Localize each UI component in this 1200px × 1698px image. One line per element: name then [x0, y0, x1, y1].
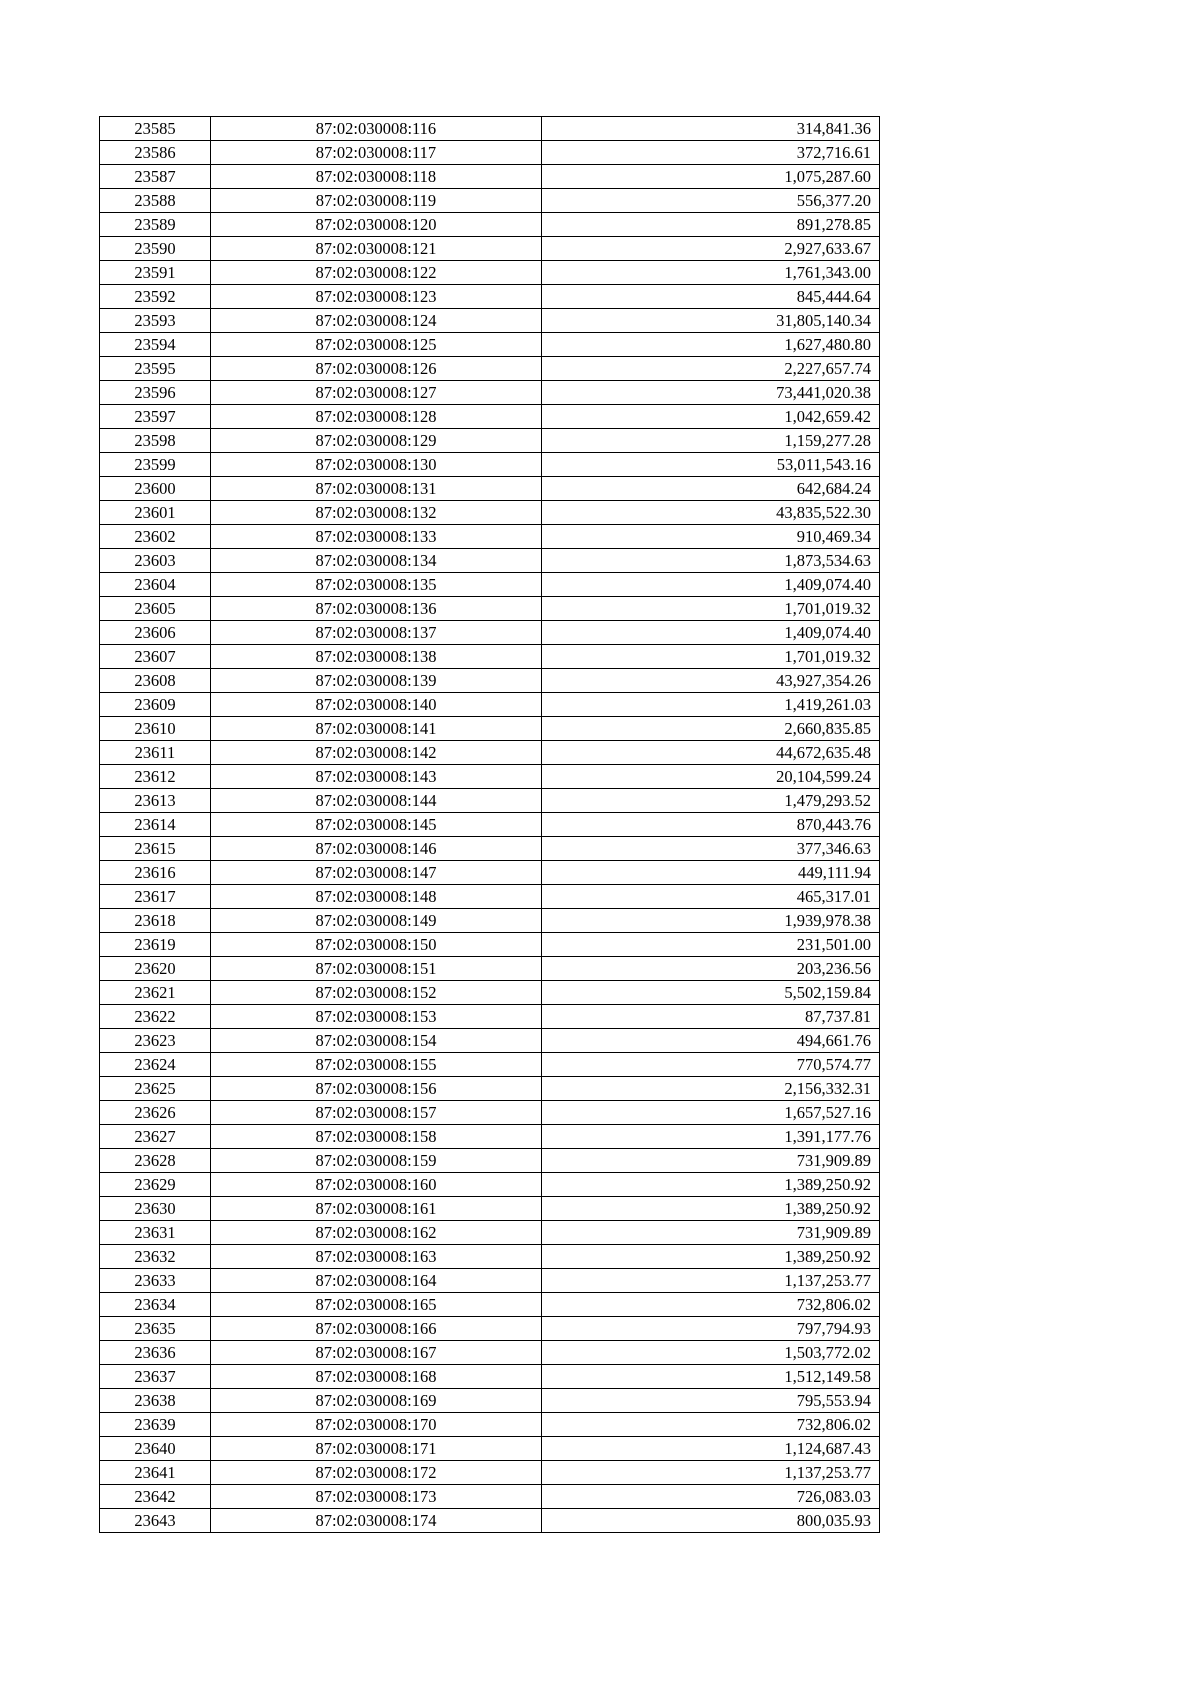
cadastral-value-cell: 2,660,835.85 [542, 717, 880, 741]
table-row [100, 1197, 880, 1221]
row-number-cell: 23643 [100, 1509, 211, 1533]
cadastral-value-cell: 2,227,657.74 [542, 357, 880, 381]
cadastral-value-cell: 5,502,159.84 [542, 981, 880, 1005]
table-row [100, 1005, 880, 1029]
row-number-cell: 23636 [100, 1341, 211, 1365]
row-number-cell: 23612 [100, 765, 211, 789]
table-row [100, 453, 880, 477]
row-number-cell: 23598 [100, 429, 211, 453]
table-row [100, 693, 880, 717]
row-number-cell: 23621 [100, 981, 211, 1005]
cadastral-number-cell: 87:02:030008:152 [211, 981, 542, 1005]
cadastral-number-cell: 87:02:030008:167 [211, 1341, 542, 1365]
cadastral-value-cell: 203,236.56 [542, 957, 880, 981]
table-row [100, 597, 880, 621]
row-number-cell: 23610 [100, 717, 211, 741]
cadastral-value-cell: 797,794.93 [542, 1317, 880, 1341]
table-row [100, 573, 880, 597]
table-row [100, 333, 880, 357]
row-number-cell: 23609 [100, 693, 211, 717]
row-number-cell: 23627 [100, 1125, 211, 1149]
cadastral-value-cell: 20,104,599.24 [542, 765, 880, 789]
table-row [100, 885, 880, 909]
cadastral-number-cell: 87:02:030008:138 [211, 645, 542, 669]
cadastral-number-cell: 87:02:030008:169 [211, 1389, 542, 1413]
cadastral-number-cell: 87:02:030008:124 [211, 309, 542, 333]
cadastral-value-cell: 1,389,250.92 [542, 1197, 880, 1221]
cadastral-value-cell: 642,684.24 [542, 477, 880, 501]
row-number-cell: 23589 [100, 213, 211, 237]
cadastral-number-cell: 87:02:030008:170 [211, 1413, 542, 1437]
table-row [100, 789, 880, 813]
row-number-cell: 23639 [100, 1413, 211, 1437]
row-number-cell: 23596 [100, 381, 211, 405]
table-row [100, 1125, 880, 1149]
table-row [100, 429, 880, 453]
cadastral-number-cell: 87:02:030008:160 [211, 1173, 542, 1197]
cadastral-value-cell: 1,042,659.42 [542, 405, 880, 429]
cadastral-number-cell: 87:02:030008:147 [211, 861, 542, 885]
table-row [100, 309, 880, 333]
cadastral-number-cell: 87:02:030008:162 [211, 1221, 542, 1245]
cadastral-number-cell: 87:02:030008:161 [211, 1197, 542, 1221]
table-row [100, 501, 880, 525]
table-row [100, 621, 880, 645]
row-number-cell: 23635 [100, 1317, 211, 1341]
table-row [100, 741, 880, 765]
cadastral-value-cell: 377,346.63 [542, 837, 880, 861]
row-number-cell: 23603 [100, 549, 211, 573]
table-row [100, 357, 880, 381]
row-number-cell: 23622 [100, 1005, 211, 1029]
cadastral-value-cell: 231,501.00 [542, 933, 880, 957]
table-row [100, 861, 880, 885]
row-number-cell: 23619 [100, 933, 211, 957]
row-number-cell: 23617 [100, 885, 211, 909]
table-row [100, 645, 880, 669]
table-row [100, 117, 880, 141]
row-number-cell: 23605 [100, 597, 211, 621]
cadastral-number-cell: 87:02:030008:131 [211, 477, 542, 501]
row-number-cell: 23625 [100, 1077, 211, 1101]
cadastral-number-cell: 87:02:030008:140 [211, 693, 542, 717]
row-number-cell: 23637 [100, 1365, 211, 1389]
row-number-cell: 23601 [100, 501, 211, 525]
cadastral-value-cell: 800,035.93 [542, 1509, 880, 1533]
cadastral-number-cell: 87:02:030008:135 [211, 573, 542, 597]
cadastral-value-cell: 870,443.76 [542, 813, 880, 837]
table-row [100, 933, 880, 957]
row-number-cell: 23623 [100, 1029, 211, 1053]
table-row [100, 1437, 880, 1461]
row-number-cell: 23620 [100, 957, 211, 981]
cadastral-number-cell: 87:02:030008:148 [211, 885, 542, 909]
cadastral-value-cell: 465,317.01 [542, 885, 880, 909]
table-row [100, 1077, 880, 1101]
cadastral-number-cell: 87:02:030008:158 [211, 1125, 542, 1149]
table-row [100, 261, 880, 285]
table-row [100, 837, 880, 861]
row-number-cell: 23607 [100, 645, 211, 669]
cadastral-value-cell: 2,927,633.67 [542, 237, 880, 261]
cadastral-number-cell: 87:02:030008:174 [211, 1509, 542, 1533]
cadastral-number-cell: 87:02:030008:153 [211, 1005, 542, 1029]
row-number-cell: 23592 [100, 285, 211, 309]
table-row [100, 213, 880, 237]
cadastral-value-cell: 726,083.03 [542, 1485, 880, 1509]
table-row [100, 1029, 880, 1053]
cadastral-number-cell: 87:02:030008:142 [211, 741, 542, 765]
table-row [100, 1053, 880, 1077]
row-number-cell: 23613 [100, 789, 211, 813]
row-number-cell: 23638 [100, 1389, 211, 1413]
cadastral-value-cell: 1,391,177.76 [542, 1125, 880, 1149]
cadastral-value-cell: 770,574.77 [542, 1053, 880, 1077]
table-row [100, 1485, 880, 1509]
cadastral-value-cell: 556,377.20 [542, 189, 880, 213]
cadastral-value-cell: 53,011,543.16 [542, 453, 880, 477]
table-row [100, 1365, 880, 1389]
cadastral-number-cell: 87:02:030008:146 [211, 837, 542, 861]
row-number-cell: 23641 [100, 1461, 211, 1485]
cadastral-number-cell: 87:02:030008:164 [211, 1269, 542, 1293]
cadastral-value-cell: 910,469.34 [542, 525, 880, 549]
table-row [100, 1245, 880, 1269]
table-row [100, 1317, 880, 1341]
cadastral-value-cell: 1,701,019.32 [542, 645, 880, 669]
cadastral-value-cell: 1,512,149.58 [542, 1365, 880, 1389]
cadastral-value-cell: 87,737.81 [542, 1005, 880, 1029]
row-number-cell: 23626 [100, 1101, 211, 1125]
cadastral-value-cell: 845,444.64 [542, 285, 880, 309]
cadastral-value-cell: 731,909.89 [542, 1149, 880, 1173]
row-number-cell: 23616 [100, 861, 211, 885]
table-row [100, 1173, 880, 1197]
table-row [100, 1461, 880, 1485]
cadastral-value-cell: 795,553.94 [542, 1389, 880, 1413]
cadastral-number-cell: 87:02:030008:137 [211, 621, 542, 645]
cadastral-number-cell: 87:02:030008:143 [211, 765, 542, 789]
cadastral-value-cell: 2,156,332.31 [542, 1077, 880, 1101]
cadastral-value-cell: 43,835,522.30 [542, 501, 880, 525]
cadastral-value-cell: 1,761,343.00 [542, 261, 880, 285]
cadastral-value-cell: 44,672,635.48 [542, 741, 880, 765]
cadastral-number-cell: 87:02:030008:166 [211, 1317, 542, 1341]
row-number-cell: 23642 [100, 1485, 211, 1509]
cadastral-value-cell: 449,111.94 [542, 861, 880, 885]
table-row [100, 1101, 880, 1125]
cadastral-number-cell: 87:02:030008:168 [211, 1365, 542, 1389]
cadastral-number-cell: 87:02:030008:139 [211, 669, 542, 693]
cadastral-number-cell: 87:02:030008:120 [211, 213, 542, 237]
cadastral-value-cell: 31,805,140.34 [542, 309, 880, 333]
cadastral-number-cell: 87:02:030008:122 [211, 261, 542, 285]
row-number-cell: 23593 [100, 309, 211, 333]
cadastral-number-cell: 87:02:030008:119 [211, 189, 542, 213]
table-row [100, 1341, 880, 1365]
cadastral-value-cell: 1,479,293.52 [542, 789, 880, 813]
row-number-cell: 23631 [100, 1221, 211, 1245]
cadastral-value-cell: 1,075,287.60 [542, 165, 880, 189]
cadastral-number-cell: 87:02:030008:156 [211, 1077, 542, 1101]
cadastral-value-table [99, 116, 880, 1533]
cadastral-number-cell: 87:02:030008:145 [211, 813, 542, 837]
row-number-cell: 23606 [100, 621, 211, 645]
cadastral-value-cell: 1,124,687.43 [542, 1437, 880, 1461]
row-number-cell: 23590 [100, 237, 211, 261]
cadastral-number-cell: 87:02:030008:128 [211, 405, 542, 429]
table-row [100, 1269, 880, 1293]
cadastral-number-cell: 87:02:030008:172 [211, 1461, 542, 1485]
row-number-cell: 23599 [100, 453, 211, 477]
cadastral-number-cell: 87:02:030008:121 [211, 237, 542, 261]
cadastral-value-cell: 314,841.36 [542, 117, 880, 141]
table-row [100, 285, 880, 309]
table-row [100, 1221, 880, 1245]
row-number-cell: 23588 [100, 189, 211, 213]
row-number-cell: 23587 [100, 165, 211, 189]
cadastral-number-cell: 87:02:030008:154 [211, 1029, 542, 1053]
table-row [100, 477, 880, 501]
row-number-cell: 23597 [100, 405, 211, 429]
row-number-cell: 23604 [100, 573, 211, 597]
cadastral-value-cell: 1,409,074.40 [542, 573, 880, 597]
row-number-cell: 23629 [100, 1173, 211, 1197]
table-row [100, 189, 880, 213]
cadastral-value-cell: 1,503,772.02 [542, 1341, 880, 1365]
cadastral-number-cell: 87:02:030008:144 [211, 789, 542, 813]
cadastral-value-cell: 1,137,253.77 [542, 1461, 880, 1485]
table-row [100, 549, 880, 573]
table-row [100, 1389, 880, 1413]
table-row [100, 669, 880, 693]
cadastral-value-cell: 1,389,250.92 [542, 1173, 880, 1197]
cadastral-number-cell: 87:02:030008:155 [211, 1053, 542, 1077]
cadastral-number-cell: 87:02:030008:126 [211, 357, 542, 381]
row-number-cell: 23633 [100, 1269, 211, 1293]
table-row [100, 381, 880, 405]
cadastral-value-cell: 1,657,527.16 [542, 1101, 880, 1125]
cadastral-number-cell: 87:02:030008:123 [211, 285, 542, 309]
cadastral-number-cell: 87:02:030008:132 [211, 501, 542, 525]
cadastral-number-cell: 87:02:030008:157 [211, 1101, 542, 1125]
cadastral-number-cell: 87:02:030008:141 [211, 717, 542, 741]
row-number-cell: 23615 [100, 837, 211, 861]
table-row [100, 237, 880, 261]
cadastral-number-cell: 87:02:030008:149 [211, 909, 542, 933]
cadastral-value-cell: 73,441,020.38 [542, 381, 880, 405]
cadastral-value-cell: 732,806.02 [542, 1293, 880, 1317]
cadastral-value-cell: 1,159,277.28 [542, 429, 880, 453]
cadastral-number-cell: 87:02:030008:130 [211, 453, 542, 477]
row-number-cell: 23628 [100, 1149, 211, 1173]
cadastral-number-cell: 87:02:030008:159 [211, 1149, 542, 1173]
row-number-cell: 23634 [100, 1293, 211, 1317]
cadastral-value-cell: 1,627,480.80 [542, 333, 880, 357]
cadastral-value-cell: 43,927,354.26 [542, 669, 880, 693]
table-row [100, 165, 880, 189]
cadastral-number-cell: 87:02:030008:127 [211, 381, 542, 405]
cadastral-value-cell: 1,419,261.03 [542, 693, 880, 717]
table-row [100, 717, 880, 741]
row-number-cell: 23640 [100, 1437, 211, 1461]
cadastral-number-cell: 87:02:030008:173 [211, 1485, 542, 1509]
table-row [100, 141, 880, 165]
table-row [100, 1149, 880, 1173]
table-row [100, 981, 880, 1005]
row-number-cell: 23618 [100, 909, 211, 933]
table-row [100, 909, 880, 933]
cadastral-number-cell: 87:02:030008:118 [211, 165, 542, 189]
cadastral-value-cell: 1,409,074.40 [542, 621, 880, 645]
cadastral-value-cell: 731,909.89 [542, 1221, 880, 1245]
cadastral-number-cell: 87:02:030008:171 [211, 1437, 542, 1461]
table-row [100, 1509, 880, 1533]
table-row [100, 525, 880, 549]
cadastral-value-cell: 891,278.85 [542, 213, 880, 237]
table-row [100, 1413, 880, 1437]
row-number-cell: 23585 [100, 117, 211, 141]
cadastral-number-cell: 87:02:030008:163 [211, 1245, 542, 1269]
table-row [100, 813, 880, 837]
cadastral-number-cell: 87:02:030008:125 [211, 333, 542, 357]
row-number-cell: 23602 [100, 525, 211, 549]
table-row [100, 1293, 880, 1317]
row-number-cell: 23632 [100, 1245, 211, 1269]
cadastral-number-cell: 87:02:030008:136 [211, 597, 542, 621]
cadastral-number-cell: 87:02:030008:133 [211, 525, 542, 549]
cadastral-number-cell: 87:02:030008:134 [211, 549, 542, 573]
row-number-cell: 23595 [100, 357, 211, 381]
row-number-cell: 23614 [100, 813, 211, 837]
table-row [100, 405, 880, 429]
cadastral-value-cell: 732,806.02 [542, 1413, 880, 1437]
cadastral-value-cell: 1,389,250.92 [542, 1245, 880, 1269]
row-number-cell: 23586 [100, 141, 211, 165]
cadastral-number-cell: 87:02:030008:116 [211, 117, 542, 141]
cadastral-value-cell: 1,137,253.77 [542, 1269, 880, 1293]
table-row [100, 765, 880, 789]
row-number-cell: 23624 [100, 1053, 211, 1077]
cadastral-number-cell: 87:02:030008:151 [211, 957, 542, 981]
row-number-cell: 23591 [100, 261, 211, 285]
cadastral-number-cell: 87:02:030008:150 [211, 933, 542, 957]
row-number-cell: 23611 [100, 741, 211, 765]
cadastral-number-cell: 87:02:030008:117 [211, 141, 542, 165]
row-number-cell: 23594 [100, 333, 211, 357]
row-number-cell: 23600 [100, 477, 211, 501]
cadastral-number-cell: 87:02:030008:129 [211, 429, 542, 453]
table-row [100, 957, 880, 981]
cadastral-number-cell: 87:02:030008:165 [211, 1293, 542, 1317]
cadastral-value-cell: 1,939,978.38 [542, 909, 880, 933]
row-number-cell: 23630 [100, 1197, 211, 1221]
row-number-cell: 23608 [100, 669, 211, 693]
cadastral-value-cell: 1,701,019.32 [542, 597, 880, 621]
cadastral-value-cell: 372,716.61 [542, 141, 880, 165]
cadastral-value-cell: 494,661.76 [542, 1029, 880, 1053]
cadastral-value-cell: 1,873,534.63 [542, 549, 880, 573]
table-body [100, 117, 880, 1533]
